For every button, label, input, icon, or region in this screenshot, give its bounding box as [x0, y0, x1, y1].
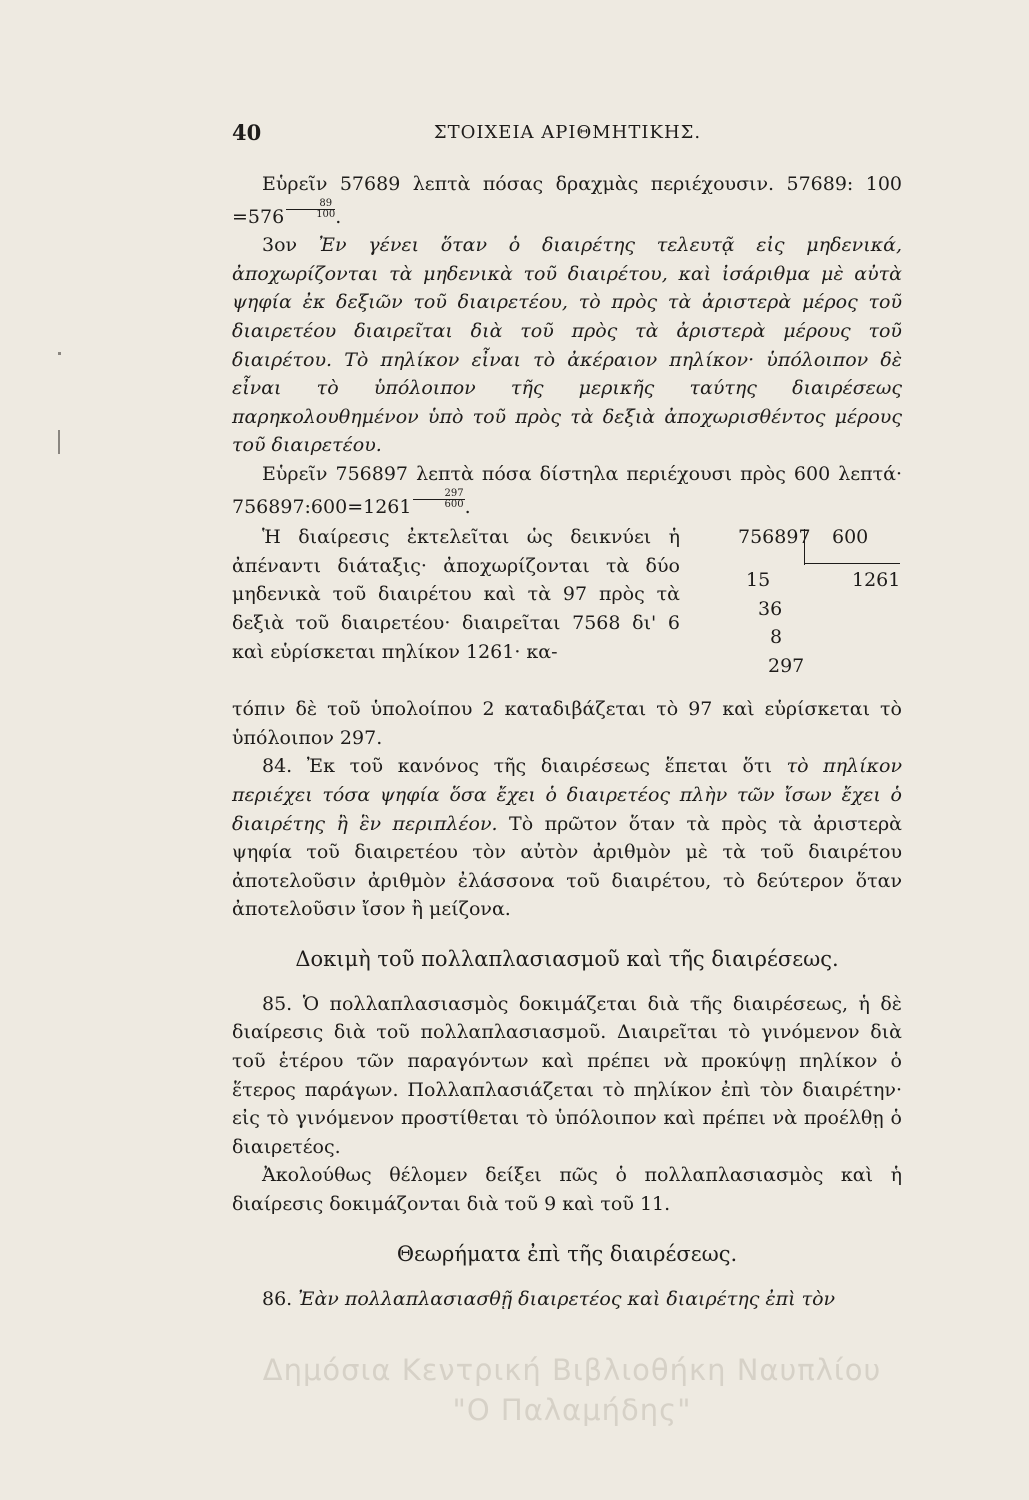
fraction: $\frac{89}{100}$ [286, 199, 335, 220]
paragraph-example-1: Εὑρεῖν 57689 λεπτὰ πόσας δραχμὰς περιέχουσιν. 57689: 100 =576 $\frac{89}{100}$ . [232, 173, 902, 228]
divisor: 600 [832, 526, 869, 549]
paragraph-continuation: τόπιν δὲ τοῦ ὑπολοίπου 2 καταδιβάζεται τὸ 97 καὶ εὑρίσκεται τὸ ὑπόλοιπον 297. [232, 698, 902, 749]
paragraph-example-2: Εὑρεῖν 756897 λεπτὰ πόσα δίστηλα περιέχουσι πρὸς 600 λεπτά· 756897:600=1261 $\frac{297}{600}$ . [232, 462, 902, 518]
page-number: 40 [232, 120, 262, 145]
section-heading-theorems: Θεωρήματα ἐπὶ τῆς διαιρέσεως. [396, 1241, 738, 1266]
section-heading-test: Δοκιμὴ τοῦ πολλαπλασιασμοῦ καὶ τῆς διαιρέσεως. [295, 946, 839, 971]
quotient: 1261 [852, 569, 901, 592]
division-explanation: Ἡ διαίρεσις ἐκτελεῖται ὡς δεικνύει ἡ ἀπέναντι διάταξις· ἀποχωρίζονται τὰ δύο μηδενικὰ τοῦ διαιρέτου καὶ τὰ 97 πρὸς τὰ δεξιὰ τοῦ διαιρετέου· διαιρεῖται 7568 δι' 6 καὶ εὑρίσκεται πηλίκον 1261· κα- [232, 526, 680, 663]
dividend: 756897 [738, 526, 811, 549]
division-step: 8 [770, 626, 783, 649]
division-horizontal-line [804, 563, 900, 564]
page-header [232, 120, 903, 150]
division-step: 15 [746, 569, 771, 592]
paragraph-85: 85. Ὁ πολλαπλασιασμὸς δοκιμάζεται διὰ τῆς διαιρέσεως, ἡ δὲ διαίρεσις διὰ τοῦ πολλαπλασιασμοῦ. Διαιρεῖται τὸ γινόμενον διὰ τοῦ ἑτέρου τῶν παραγόντων καὶ πρέπει νὰ προκύψῃ πηλίκον ὁ ἕτερος παράγων. Πολλαπλασιάζεται τὸ πηλίκον ἐπὶ τὸν διαιρέτην· εἰς τὸ γινόμενον προστίθεται τὸ ὑπόλοιπον καὶ πρέπει νὰ προέλθῃ ὁ διαιρετέος. [232, 992, 902, 1158]
long-division-layout [710, 523, 902, 695]
margin-mark [58, 430, 60, 454]
division-vertical-line [804, 529, 805, 565]
division-step: 36 [758, 598, 783, 621]
paragraph-85-followup: Ἀκολούθως θέλομεν δείξει πῶς ὁ πολλαπλασιασμὸς καὶ ἡ διαίρεσις δοκιμάζονται διὰ τοῦ 9 καὶ τοῦ 11. [232, 1164, 902, 1216]
paragraph-rule-3: 3ον Ἐν γένει ὅταν ὁ διαιρέτης τελευτᾷ εἰς μηδενικά, ἀποχωρίζονται τὰ μηδενικὰ τοῦ διαιρέτου, καὶ ἰσάριθμα μὲ αὐτὰ ψηφία ἐκ δεξιῶν τοῦ διαιρετέου, τὸ πρὸς τὰ ἀριστερὰ μέρος τοῦ διαιρετέου διαιρεῖται διὰ τοῦ πρὸς τὰ ἀριστερὰ μέρους τοῦ διαιρέτου. Τὸ πηλίκον εἶναι τὸ ἀκέραιον πηλίκον· ὑπόλοιπον δὲ εἶναι τὸ ὑπόλοιπον τῆς μερικῆς ταύτης διαιρέσεως παρηκολουθημένον ὑπὸ τοῦ πρὸς τὰ δεξιὰ ἀποχωρισθέντος μέρους τοῦ διαιρετέου. [232, 234, 902, 457]
paragraph-84: 84. Ἐκ τοῦ κανόνος τῆς διαιρέσεως ἕπεται ὅτι τὸ πηλίκον περιέχει τόσα ψηφία ὅσα ἔχει ὁ διαιρετέος πλὴν τῶν ἴσων ἔχει ὁ διαιρέτης ἢ ἓν περιπλέον. Τὸ πρῶτον ὅταν τὰ πρὸς τὰ ἀριστερὰ ψηφία τοῦ διαιρετέου τὸν αὐτὸν ἀριθμὸν μὲ τὰ τοῦ διαιρέτου ἀποτελοῦσιν ἀριθμὸν ἐλάσσονα τοῦ διαιρέτου, τὸ δεύτερον ὅταν ἀποτελοῦσιν ἴσον ἢ μείζονα. [232, 755, 903, 921]
library-watermark: Δημόσια Κεντρική Βιβλιοθήκη Ναυπλίου "Ο Παλαμήδης" [262, 1353, 882, 1427]
running-title: ΣΤΟΙΧΕΙΑ ΑΡΙΘΜΗΤΙΚΗΣ. [433, 122, 702, 143]
division-block [232, 523, 902, 695]
fraction: $\frac{297}{600}$ [413, 489, 464, 510]
paragraph-86: 86. Ἐὰν πολλαπλασιασθῇ διαιρετέος καὶ διαιρέτης ἐπὶ τὸν [262, 1287, 836, 1310]
page-body [232, 170, 902, 1313]
margin-mark [58, 352, 61, 355]
division-remainder: 297 [768, 655, 805, 678]
